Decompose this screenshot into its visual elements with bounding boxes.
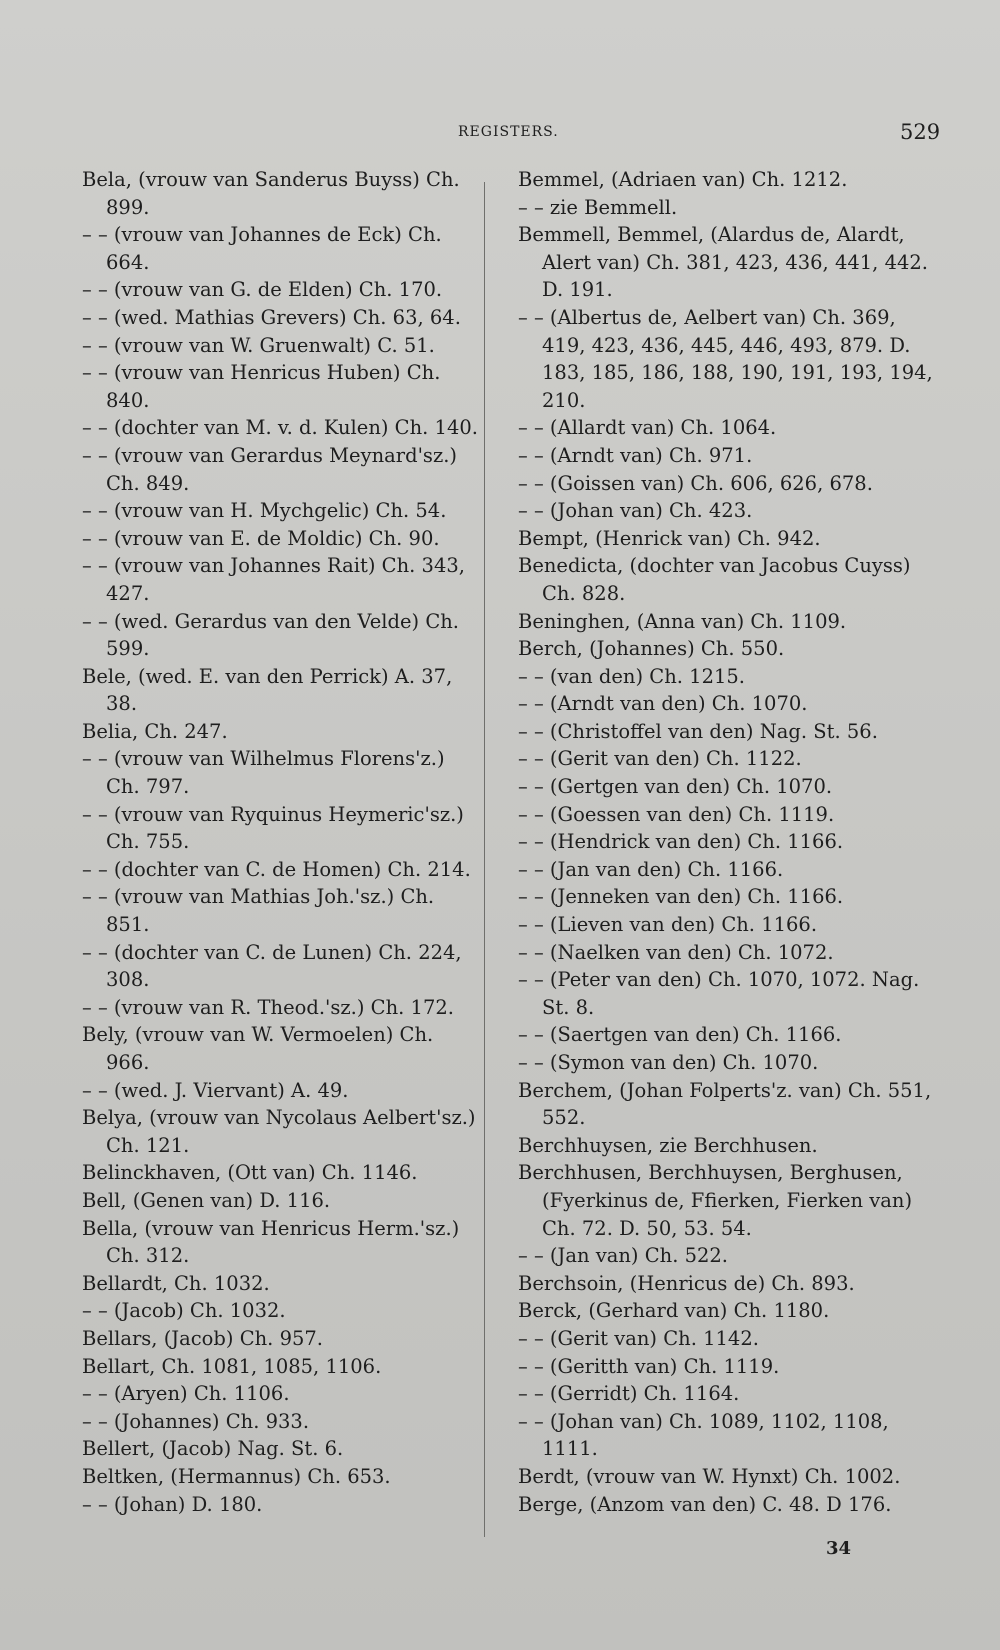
- index-entry: Berchem, (Johan Folperts'z. van) Ch. 551, 552.: [518, 1078, 932, 1130]
- index-entry: – – (Jenneken van den) Ch. 1166.: [518, 885, 844, 909]
- index-entry: – – (Goissen van) Ch. 606, 626, 678.: [518, 471, 873, 495]
- index-entry: Bempt, (Henrick van) Ch. 942.: [518, 526, 821, 550]
- index-entry: – – (Gertgen van den) Ch. 1070.: [518, 775, 833, 799]
- index-entry: Bellardt, Ch. 1032.: [82, 1271, 270, 1295]
- index-entry: – – (Johan van) Ch. 1089, 1102, 1108, 1111.: [518, 1409, 889, 1461]
- index-entry: Bemmel, (Adriaen van) Ch. 1212.: [518, 168, 848, 191]
- index-entry: Bely, (vrouw van W. Vermoelen) Ch. 966.: [82, 1023, 434, 1074]
- index-entry: Berch, (Johannes) Ch. 550.: [518, 637, 785, 661]
- index-entry: Benedicta, (dochter van Jacobus Cuyss) Ch. 828.: [518, 554, 911, 605]
- index-entry: – – (Geritth van) Ch. 1119.: [518, 1354, 780, 1378]
- index-entry: – – (dochter van C. de Lunen) Ch. 224, 308.: [82, 940, 462, 992]
- index-entry: – – (wed. Mathias Grevers) Ch. 63, 64.: [82, 305, 461, 329]
- index-entry: Bemmell, Bemmel, (Alardus de, Alardt, Alert van) Ch. 381, 423, 436, 441, 442. D. 191.: [518, 223, 928, 302]
- index-entry: Belinckhaven, (Ott van) Ch. 1146.: [82, 1161, 418, 1185]
- index-entry: – – (Allardt van) Ch. 1064.: [518, 416, 777, 440]
- index-entry: – – (Johannes) Ch. 933.: [82, 1409, 310, 1433]
- index-entry: Bellars, (Jacob) Ch. 957.: [82, 1326, 323, 1350]
- index-entry: – – (vrouw van R. Theod.'sz.) Ch. 172.: [82, 995, 454, 1019]
- index-entry: Bella, (vrouw van Henricus Herm.'sz.) Ch. 312.: [82, 1216, 460, 1268]
- index-entry: – – (vrouw van E. de Moldic) Ch. 90.: [82, 526, 440, 550]
- index-entry: – – (Symon van den) Ch. 1070.: [518, 1051, 819, 1074]
- index-entry: – – (Christoffel van den) Nag. St. 56.: [518, 719, 878, 743]
- index-entry: – – (dochter van M. v. d. Kulen) Ch. 140.: [82, 416, 478, 440]
- index-entry: Bele, (wed. E. van den Perrick) A. 37, 38.: [82, 664, 453, 716]
- index-entry: – – (Goessen van den) Ch. 1119.: [518, 802, 835, 826]
- index-entry: – – (van den) Ch. 1215.: [518, 664, 745, 688]
- index-entry: – – (vrouw van Johannes Rait) Ch. 343, 427.: [82, 554, 465, 605]
- index-entry: – – (Peter van den) Ch. 1070, 1072. Nag. St. 8.: [518, 968, 920, 1019]
- index-entry: – – (vrouw van Mathias Joh.'sz.) Ch. 851.: [82, 885, 435, 937]
- index-entry: Berge, (Anzom van den) C. 48. D 176.: [518, 1492, 892, 1516]
- index-entry: – – (Jan van) Ch. 522.: [518, 1244, 729, 1268]
- index-entry: Berck, (Gerhard van) Ch. 1180.: [518, 1299, 830, 1323]
- page-header: [0, 120, 1000, 154]
- index-entry: – – (Naelken van den) Ch. 1072.: [518, 940, 834, 964]
- index-entry: – – (vrouw van Wilhelmus Florens'z.) Ch. 797.: [82, 747, 445, 799]
- index-entry: – – (vrouw van W. Gruenwalt) C. 51.: [82, 333, 435, 357]
- index-entry: – – (dochter van C. de Homen) Ch. 214.: [82, 857, 471, 881]
- index-entry: – – (Arndt van) Ch. 971.: [518, 443, 753, 467]
- index-entry: – – (Johan van) Ch. 423.: [518, 499, 753, 523]
- index-entry: – – (vrouw van Ryquinus Heymeric'sz.) Ch. 755.: [82, 802, 464, 854]
- index-entry: – – (Lieven van den) Ch. 1166.: [518, 913, 818, 937]
- index-entry: – – (Gerit van den) Ch. 1122.: [518, 747, 802, 771]
- index-entry: – – zie Bemmell.: [518, 195, 678, 219]
- running-title: REGISTERS.: [458, 124, 559, 140]
- index-entry: Beltken, (Hermannus) Ch. 653.: [82, 1464, 391, 1488]
- index-entry: – – (Gerit van) Ch. 1142.: [518, 1326, 759, 1350]
- index-entry: Beninghen, (Anna van) Ch. 1109.: [518, 609, 847, 633]
- index-entry: Belya, (vrouw van Nycolaus Aelbert'sz.) Ch. 121.: [82, 1106, 476, 1157]
- index-entry: – – (vrouw van H. Mychgelic) Ch. 54.: [82, 499, 447, 523]
- index-entry: Berchhusen, Berchhuysen, Berghusen, (Fyerkinus de, Ffierken, Fierken van) Ch. 72. D. 50, 53. 54.: [518, 1161, 913, 1240]
- index-entry: – – (vrouw van Gerardus Meynard'sz.) Ch. 849.: [82, 443, 458, 495]
- index-entry: Bellart, Ch. 1081, 1085, 1106.: [82, 1354, 382, 1378]
- index-entry: Bela, (vrouw van Sanderus Buyss) Ch. 899.: [82, 168, 460, 219]
- index-entry: – – (vrouw van G. de Elden) Ch. 170.: [82, 278, 443, 302]
- page-number: 529: [900, 120, 941, 144]
- index-entry: Berchsoin, (Henricus de) Ch. 893.: [518, 1271, 855, 1295]
- index-entry: – – (Johan) D. 180.: [82, 1492, 263, 1516]
- index-entry: Belia, Ch. 247.: [82, 719, 228, 743]
- index-entry: – – (wed. J. Viervant) A. 49.: [82, 1078, 349, 1102]
- index-entry: – – (Jacob) Ch. 1032.: [82, 1299, 286, 1323]
- signature-mark: 34: [826, 1538, 852, 1559]
- column-divider: [484, 182, 485, 1537]
- index-entry: – – (vrouw van Johannes de Eck) Ch. 664.: [82, 223, 442, 274]
- index-entry: – – (wed. Gerardus van den Velde) Ch. 599.: [82, 609, 460, 661]
- index-entry: – – (Aryen) Ch. 1106.: [82, 1382, 290, 1406]
- index-entry: Berdt, (vrouw van W. Hynxt) Ch. 1002.: [518, 1464, 901, 1488]
- index-entry: – – (Saertgen van den) Ch. 1166.: [518, 1023, 842, 1047]
- index-entry: – – (Gerridt) Ch. 1164.: [518, 1382, 740, 1406]
- index-entry: – – (Jan van den) Ch. 1166.: [518, 857, 784, 881]
- index-entry: – – (Albertus de, Aelbert van) Ch. 369, 419, 423, 436, 445, 446, 493, 879. D. 183, 185, 186, 188, 190, 191, 193, 194, 210.: [518, 305, 933, 412]
- index-entry: – – (Arndt van den) Ch. 1070.: [518, 692, 808, 716]
- right-index-column: [518, 166, 938, 1518]
- index-entry: – – (vrouw van Henricus Huben) Ch. 840.: [82, 361, 441, 412]
- index-entry: Bellert, (Jacob) Nag. St. 6.: [82, 1437, 344, 1461]
- index-entry: Bell, (Genen van) D. 116.: [82, 1188, 331, 1212]
- index-entry: – – (Hendrick van den) Ch. 1166.: [518, 830, 844, 854]
- index-entry: Berchhuysen, zie Berchhusen.: [518, 1133, 818, 1157]
- left-index-column: [82, 166, 482, 1518]
